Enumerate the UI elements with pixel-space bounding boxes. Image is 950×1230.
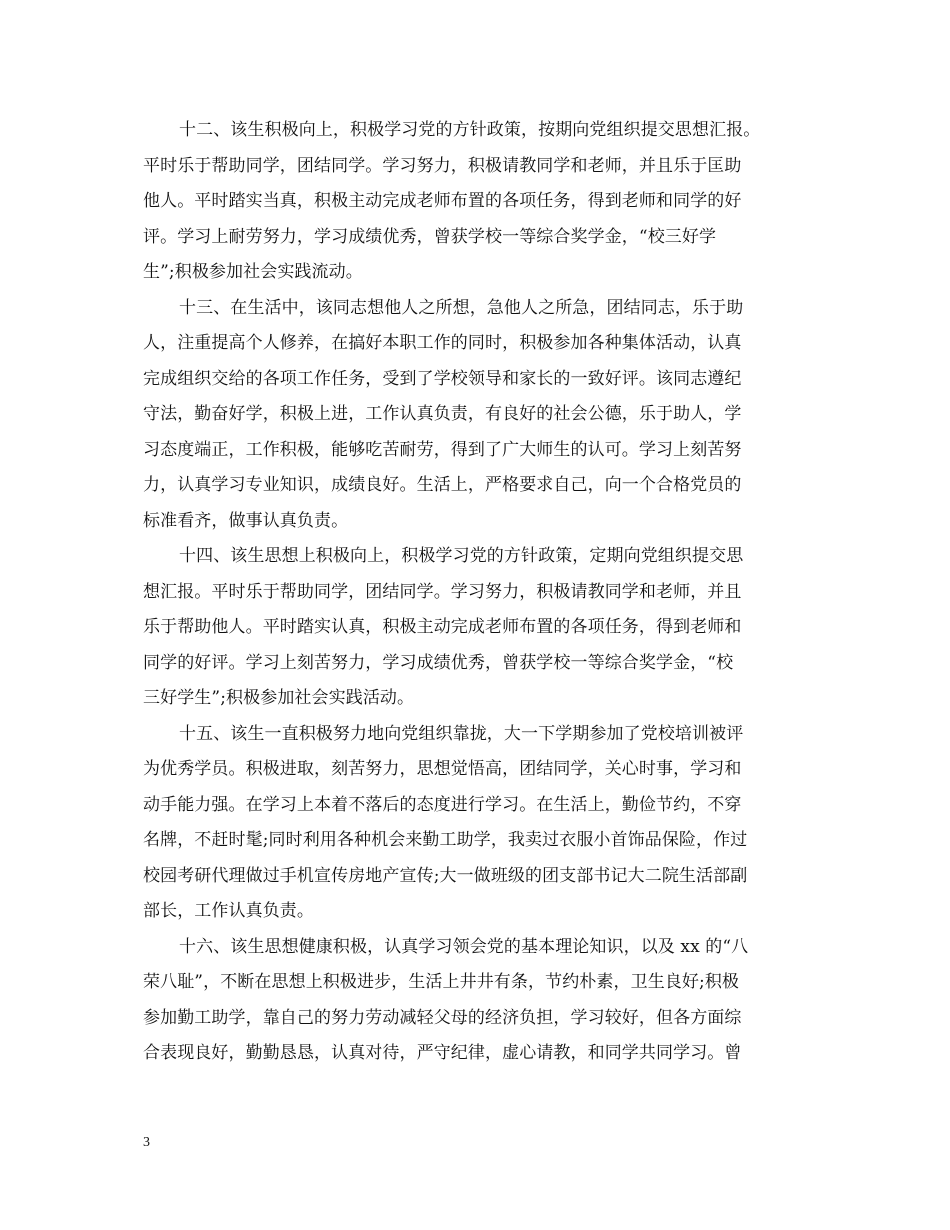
- paragraph-line: 完成组织交给的各项工作任务，受到了学校领导和家长的一致好评。该同志遵纪: [143, 368, 742, 389]
- paragraph-line: 标准看齐，做事认真负责。: [143, 510, 349, 531]
- paragraph-line: 习态度端正，工作积极，能够吃苦耐劳，得到了广大师生的认可。学习上刻苦努: [143, 439, 742, 460]
- paragraph-line: 守法，勤奋好学，积极上进，工作认真负责，有良好的社会公德，乐于助人，学: [143, 404, 742, 424]
- paragraph-line: 为优秀学员。积极进取，刻苦努力，思想觉悟高，团结同学，关心时事，学习和: [143, 759, 742, 779]
- paragraph-line: 十六、该生思想健康积极，认真学习领会党的基本理论知识，以及 xx 的“八: [179, 936, 749, 957]
- paragraph-line: 十三、在生活中，该同志想他人之所想，急他人之所急，团结同志，乐于助: [179, 297, 744, 318]
- paragraph-line: 十五、该生一直积极努力地向党组织靠拢，大一下学期参加了党校培训被评: [179, 723, 744, 744]
- paragraph-line: 同学的好评。学习上刻苦努力，学习成绩优秀，曾获学校一等综合奖学金，“校: [143, 652, 734, 673]
- paragraph-line: 他人。平时踏实当真，积极主动完成老师布置的各项任务，得到老师和同学的好: [143, 191, 742, 211]
- paragraph-line: 校园考研代理做过手机宣传房地产宣传;大一做班级的团支部书记大二院生活部副: [143, 865, 748, 886]
- paragraph-line: 十二、该生积极向上，积极学习党的方针政策，按期向党组织提交思想汇报。: [179, 120, 761, 140]
- paragraph-line: 平时乐于帮助同学，团结同学。学习努力，积极请教同学和老师，并且乐于匡助: [143, 155, 742, 176]
- paragraph-line: 想汇报。平时乐于帮助同学，团结同学。学习努力，积极请教同学和老师，并且: [143, 581, 742, 602]
- paragraph-line: 评。学习上耐劳努力，学习成绩优秀，曾获学校一等综合奖学金，“校三好学: [143, 226, 717, 247]
- paragraph-line: 十四、该生思想上积极向上，积极学习党的方针政策，定期向党组织提交思: [179, 546, 744, 566]
- paragraph-line: 荣八耻”，不断在思想上积极进步，生活上井井有条，节约朴素，卫生良好;积极: [143, 972, 740, 992]
- paragraph-line: 力，认真学习专业知识，成绩良好。生活上，严格要求自己，向一个合格党员的: [143, 475, 742, 495]
- paragraph-line: 动手能力强。在学习上本着不落后的态度进行学习。在生活上，勤俭节约，不穿: [143, 794, 742, 815]
- paragraph-13: [143, 291, 808, 540]
- paragraph-line: 部长，工作认真负责。: [143, 901, 314, 921]
- paragraph-12: [143, 113, 808, 291]
- document-body: [143, 113, 808, 1072]
- paragraph-line: 生”;积极参加社会实践流动。: [143, 262, 363, 282]
- paragraph-16: [143, 930, 808, 1072]
- paragraph-line: 合表现良好，勤勤恳恳，认真对待，严守纪律，虚心请教，和同学共同学习。曾: [143, 1043, 742, 1063]
- paragraph-line: 人，注重提高个人修养，在搞好本职工作的同时，积极参加各种集体活动，认真: [143, 333, 742, 353]
- paragraph-line: 三好学生”;积极参加社会实践活动。: [143, 688, 415, 708]
- paragraph-line: 乐于帮助他人。平时踏实认真，积极主动完成老师布置的各项任务，得到老师和: [143, 617, 742, 637]
- paragraph-14: [143, 539, 808, 717]
- paragraph-15: [143, 717, 808, 930]
- page-number: 3: [143, 1135, 150, 1150]
- paragraph-line: 参加勤工助学，靠自己的努力劳动减轻父母的经济负担，学习较好，但各方面综: [143, 1007, 742, 1028]
- paragraph-line: 名牌，不赶时髦;同时利用各种机会来勤工助学，我卖过衣服小首饰品保险，作过: [143, 830, 748, 850]
